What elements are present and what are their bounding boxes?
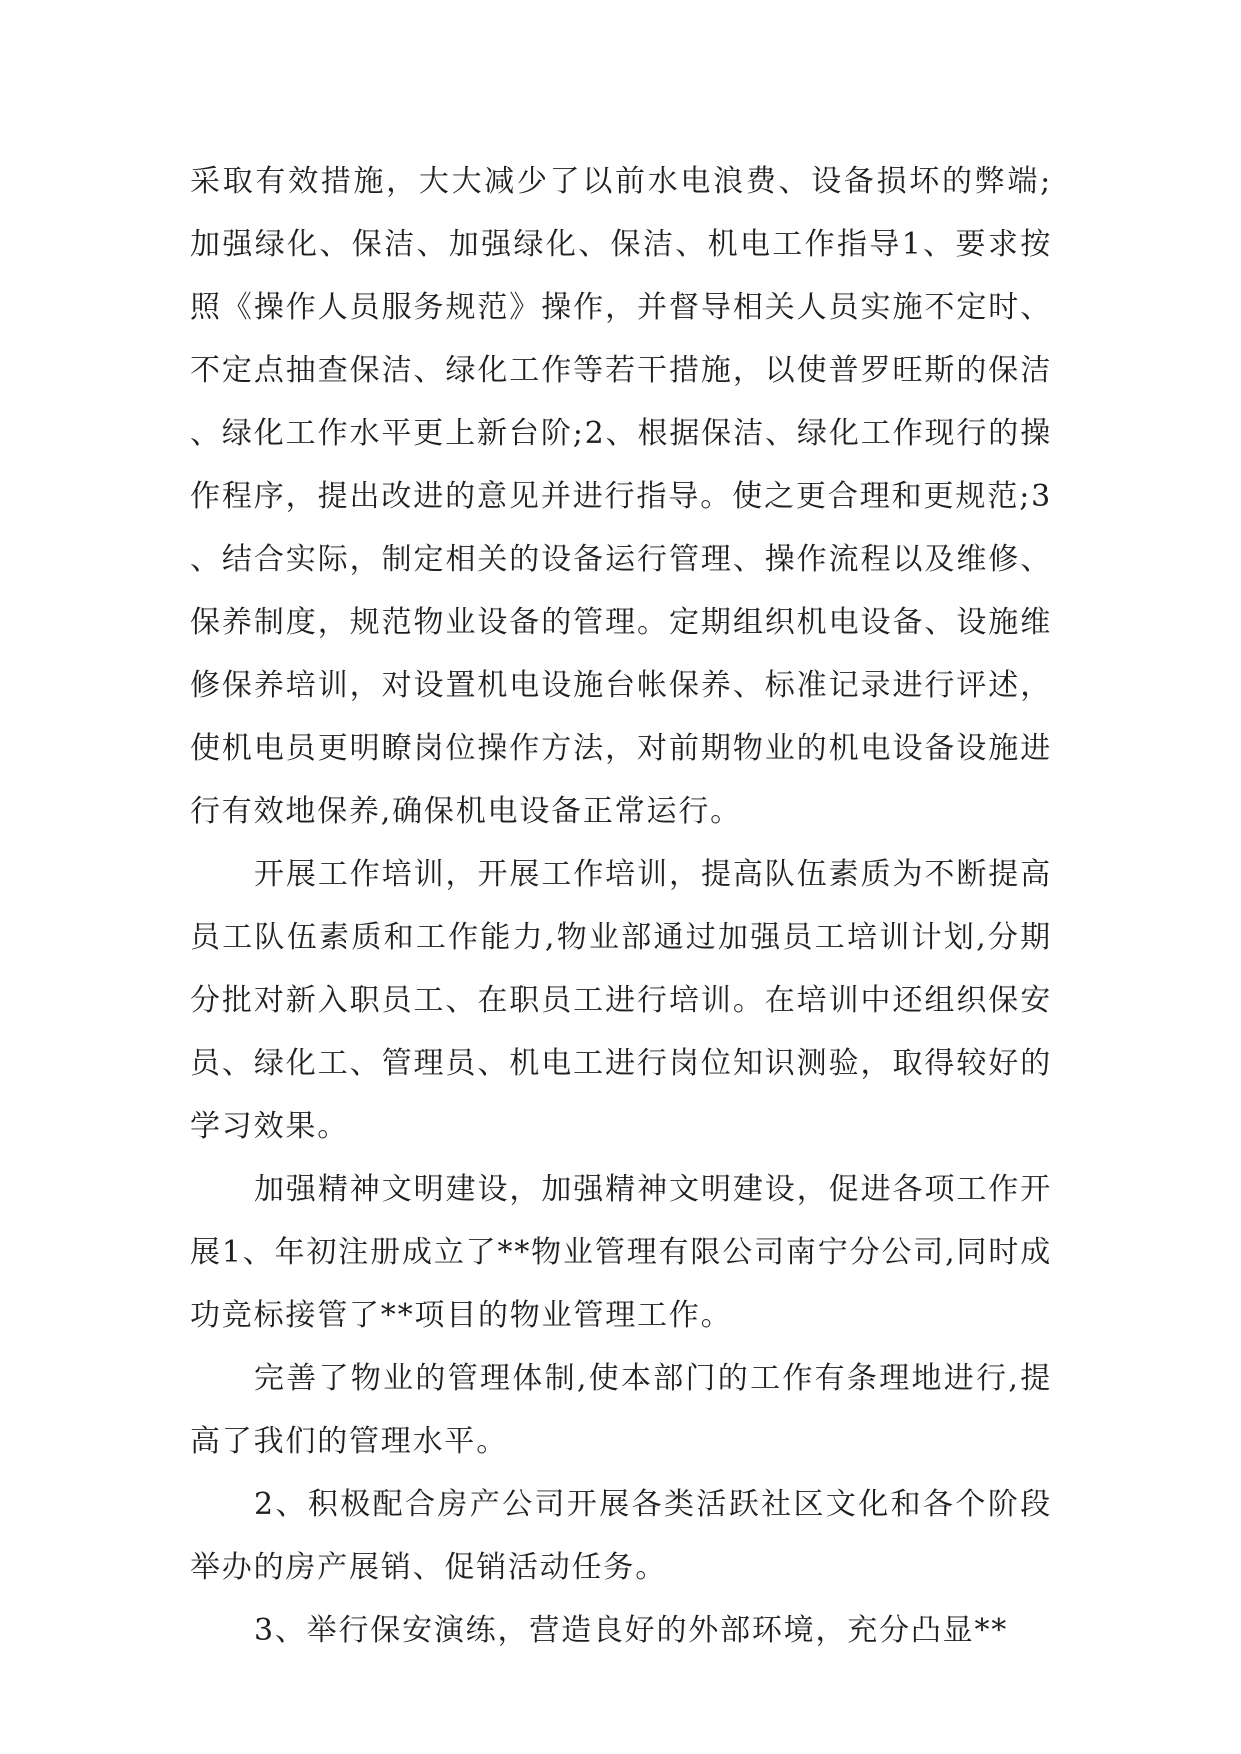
paragraph-3: 加强精神文明建设，加强精神文明建设，促进各项工作开展1、年初注册成立了**物业管理有限公司南宁分公司,同时成功竞标接管了**项目的物业管理工作。 <box>190 1172 1052 1333</box>
paragraph-1: 采取有效措施，大大减少了以前水电浪费、设备损坏的弊端;加强绿化、保洁、加强绿化、保洁、机电工作指导1、要求按照《操作人员服务规范》操作，并督导相关人员实施不定时、不定点抽查保洁、绿化工作等若干措施，以使普罗旺斯的保洁、绿化工作水平更上新台阶;2、根据保洁、绿化工作现行的操作程序，提出改进的意见并进行指导。使之更合理和更规范;3、结合实际，制定相关的设备运行管理、操作流程以及维修、保养制度，规范物业设备的管理。定期组织机电设备、设施维修保养培训，对设置机电设施台帐保养、标准记录进行评述，使机电员更明瞭岗位操作方法，对前期物业的机电设备设施进行有效地保养,确保机电设备正常运行。 <box>190 164 1052 829</box>
document-body <box>190 150 1052 1662</box>
paragraph-4: 完善了物业的管理体制,使本部门的工作有条理地进行,提高了我们的管理水平。 <box>190 1361 1052 1459</box>
paragraph-5: 2、积极配合房产公司开展各类活跃社区文化和各个阶段举办的房产展销、促销活动任务。 <box>190 1487 1052 1585</box>
paragraph-2: 开展工作培训，开展工作培训，提高队伍素质为不断提高员工队伍素质和工作能力,物业部通过加强员工培训计划,分期分批对新入职员工、在职员工进行培训。在培训中还组织保安员、绿化工、管理员、机电工进行岗位知识测验，取得较好的学习效果。 <box>190 857 1052 1144</box>
paragraph-6: 3、举行保安演练，营造良好的外部环境，充分凸显** <box>254 1613 1009 1648</box>
